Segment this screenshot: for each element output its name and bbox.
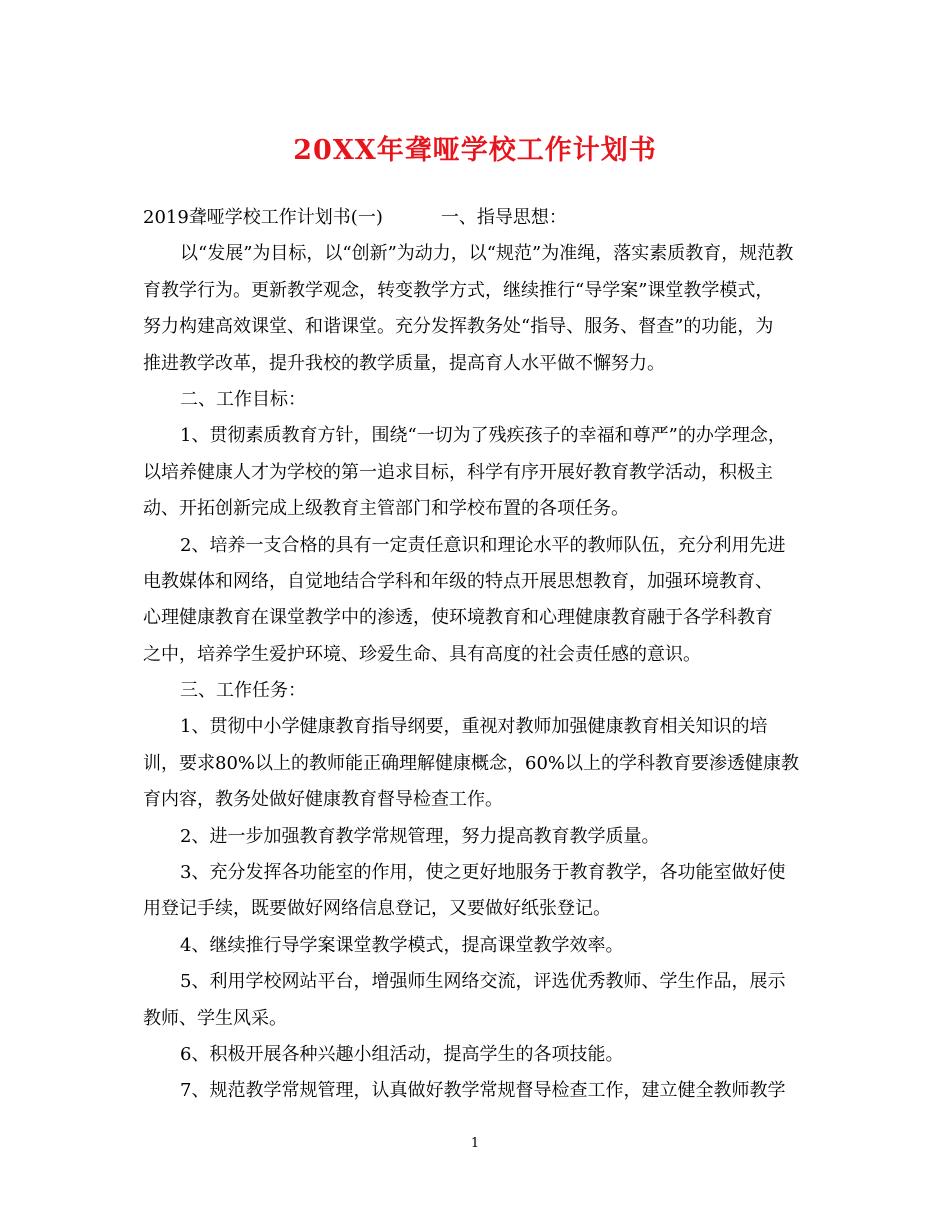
text-line: 1、贯彻素质教育方针，围绕“一切为了残疾孩子的幸福和尊严”的办学理念， bbox=[180, 425, 786, 447]
paragraph-lines bbox=[143, 236, 811, 1109]
text-line: 二、工作目标： bbox=[180, 388, 306, 410]
text-line: 以“发展”为目标，以“创新”为动力，以“规范”为准绳，落实素质教育，规范教 bbox=[180, 243, 794, 265]
text-line: 6、积极开展各种兴趣小组活动，提高学生的各项技能。 bbox=[180, 1043, 624, 1065]
document-title: 20XX年聋哑学校工作计划书 bbox=[293, 135, 657, 166]
section-heading-guiding-ideology: 一、指导思想： bbox=[440, 207, 567, 228]
text-line: 3、充分发挥各功能室的作用，使之更好地服务于教育教学，各功能室做好使 bbox=[180, 862, 786, 884]
text-line: 用登记手续，既要做好网络信息登记，又要做好纸张登记。 bbox=[143, 898, 611, 920]
text-line: 教师、学生风采。 bbox=[143, 1007, 287, 1029]
text-line: 育内容，教务处做好健康教育督导检查工作。 bbox=[143, 789, 503, 811]
intro-title: 2019聋哑学校工作计划书(一) bbox=[143, 207, 383, 228]
text-line: 7、规范教学常规管理，认真做好教学常规督导检查工作，建立健全教师教学 bbox=[180, 1080, 786, 1102]
text-line: 2、进一步加强教育教学常规管理，努力提高教育教学质量。 bbox=[180, 825, 660, 847]
intro-line bbox=[143, 200, 811, 236]
text-line: 三、工作任务： bbox=[180, 680, 306, 702]
text-line: 4、继续推行导学案课堂教学模式，提高课堂教学效率。 bbox=[180, 934, 624, 956]
text-line: 动、开拓创新完成上级教育主管部门和学校布置的各项任务。 bbox=[143, 498, 629, 520]
text-line: 努力构建高效课堂、和谐课堂。充分发挥教务处“指导、服务、督查”的功能，为 bbox=[143, 316, 774, 338]
page-number: 1 bbox=[470, 1136, 480, 1151]
text-line: 1、贯彻中小学健康教育指导纲要，重视对教师加强健康教育相关知识的培 bbox=[180, 716, 768, 738]
text-line: 推进教学改革，提升我校的教学质量，提高育人水平做不懈努力。 bbox=[143, 352, 665, 374]
text-line: 以培养健康人才为学校的第一追求目标，科学有序开展好教育教学活动，积极主 bbox=[143, 461, 773, 483]
text-line: 心理健康教育在课堂教学中的渗透，使环境教育和心理健康教育融于各学科教育 bbox=[143, 607, 773, 629]
text-line: 训，要求80%以上的教师能正确理解健康概念，60%以上的学科教育要渗透健康教 bbox=[143, 752, 800, 774]
text-line: 5、利用学校网站平台，增强师生网络交流，评选优秀教师、学生作品，展示 bbox=[180, 971, 786, 993]
document-body bbox=[143, 200, 811, 1110]
text-line: 电教媒体和网络，自觉地结合学科和年级的特点开展思想教育，加强环境教育、 bbox=[143, 570, 773, 592]
text-line: 育教学行为。更新教学观念，转变教学方式，继续推行“导学案”课堂教学模式， bbox=[143, 279, 774, 301]
text-line: 2、培养一支合格的具有一定责任意识和理论水平的教师队伍，充分利用先进 bbox=[180, 534, 786, 556]
text-line: 之中，培养学生爱护环境、珍爱生命、具有高度的社会责任感的意识。 bbox=[143, 643, 701, 665]
